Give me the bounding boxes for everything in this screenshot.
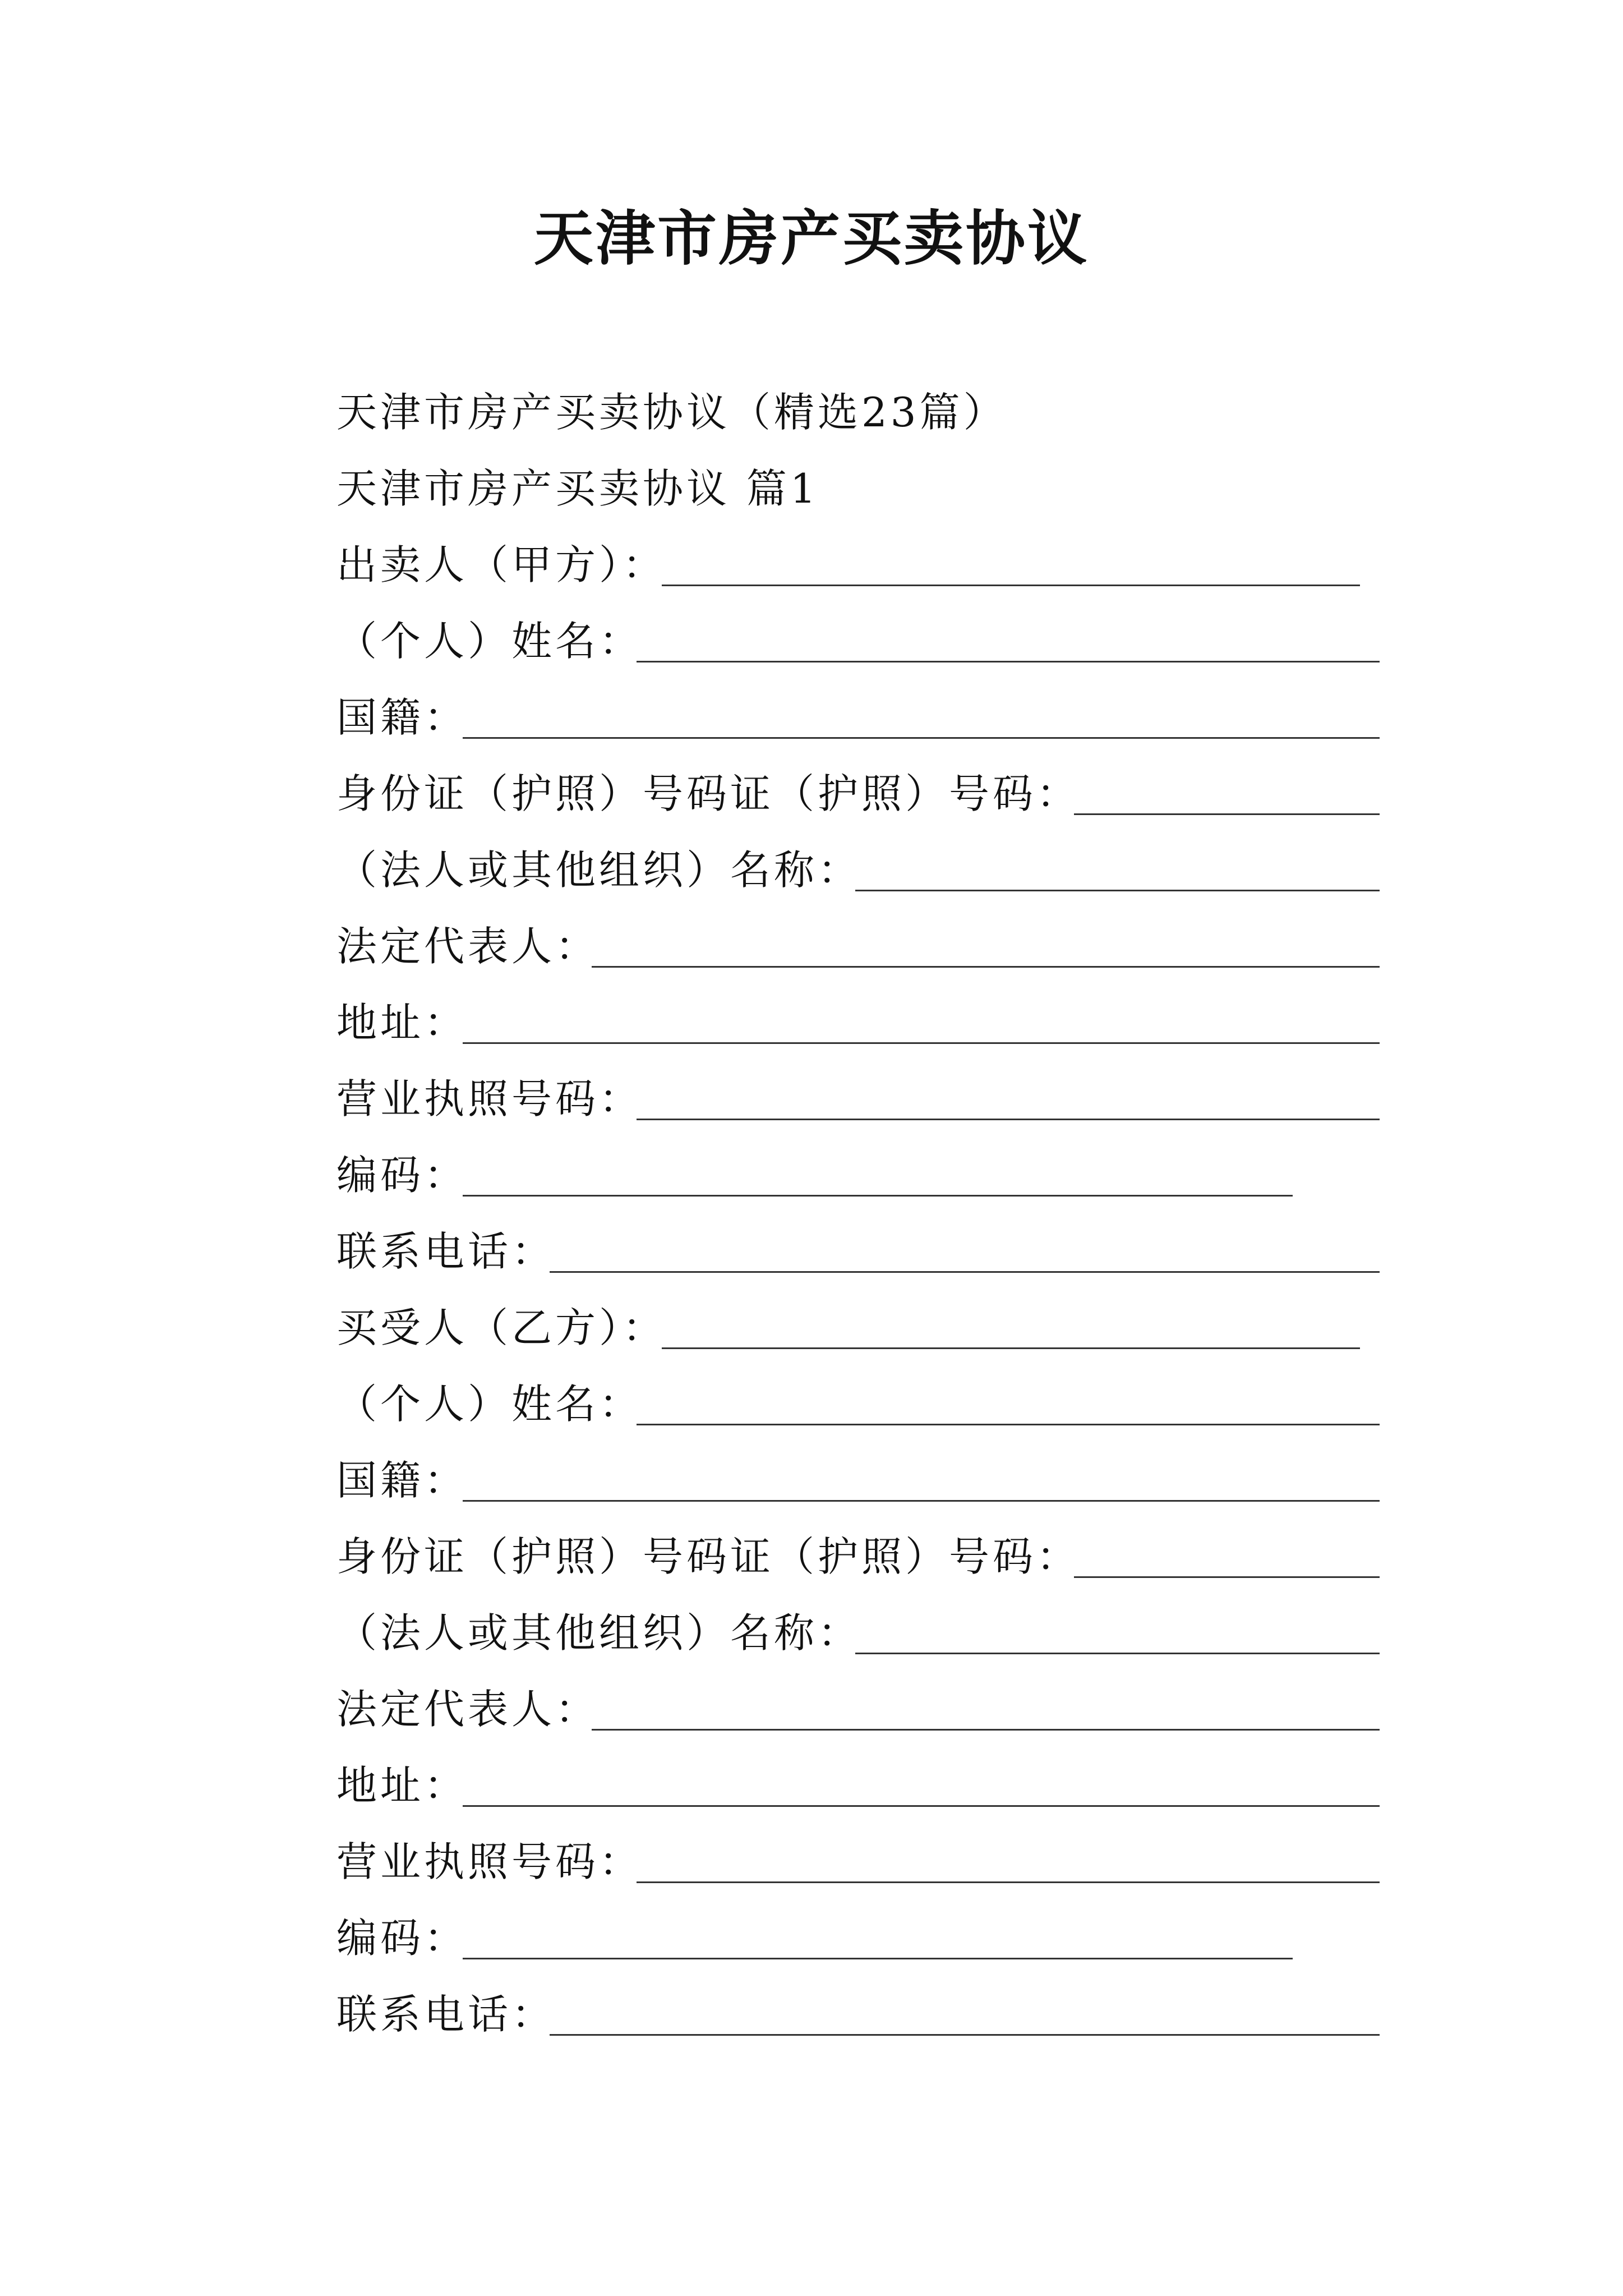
seller-id-label: 身份证（护照）号码证（护照）号码： [336,770,1081,817]
seller-phone-field[interactable] [550,1271,1380,1273]
seller-org-label: （法人或其他组织）名称： [336,846,862,894]
seller-address-field[interactable] [463,1042,1380,1044]
seller-org-field[interactable] [855,890,1380,891]
seller-party-label: 出卖人（甲方）： [336,541,667,588]
seller-code-label: 编码： [336,1152,468,1199]
buyer-nationality-field[interactable] [463,1500,1380,1502]
buyer-address-field[interactable] [463,1805,1380,1807]
buyer-phone-label: 联系电话： [336,1991,556,2038]
buyer-name-field[interactable] [637,1424,1380,1425]
buyer-license-label: 营业执照号码： [336,1838,643,1885]
document-subtitle: 天津市房产买卖协议（精选23篇） [336,389,1007,436]
document-title: 天津市房产买卖协议 [534,203,1089,273]
buyer-rep-label: 法定代表人： [336,1686,600,1733]
buyer-rep-field[interactable] [592,1729,1380,1731]
buyer-name-label: （个人）姓名： [336,1381,643,1428]
seller-name-field[interactable] [637,661,1380,662]
seller-rep-field[interactable] [592,966,1380,968]
seller-phone-label: 联系电话： [336,1228,556,1275]
section-heading: 天津市房产买卖协议 篇1 [336,465,819,512]
seller-code-field[interactable] [463,1195,1293,1197]
buyer-address-label: 地址： [336,1762,468,1809]
buyer-id-field[interactable] [1074,1576,1380,1578]
seller-party-field[interactable] [662,585,1360,586]
seller-rep-label: 法定代表人： [336,923,600,970]
buyer-phone-field[interactable] [550,2034,1380,2036]
buyer-org-field[interactable] [855,1653,1380,1654]
seller-license-label: 营业执照号码： [336,1075,643,1122]
seller-nationality-label: 国籍： [336,694,468,741]
seller-id-field[interactable] [1074,813,1380,815]
buyer-org-label: （法人或其他组织）名称： [336,1609,862,1657]
buyer-party-label: 买受人（乙方）： [336,1304,667,1351]
seller-address-label: 地址： [336,999,468,1046]
buyer-id-label: 身份证（护照）号码证（护照）号码： [336,1533,1081,1580]
buyer-party-field[interactable] [662,1347,1360,1349]
seller-name-label: （个人）姓名： [336,618,643,665]
buyer-license-field[interactable] [637,1881,1380,1883]
buyer-code-label: 编码： [336,1915,468,1962]
seller-license-field[interactable] [637,1119,1380,1120]
buyer-nationality-label: 国籍： [336,1457,468,1504]
seller-nationality-field[interactable] [463,737,1380,739]
buyer-code-field[interactable] [463,1958,1293,1959]
